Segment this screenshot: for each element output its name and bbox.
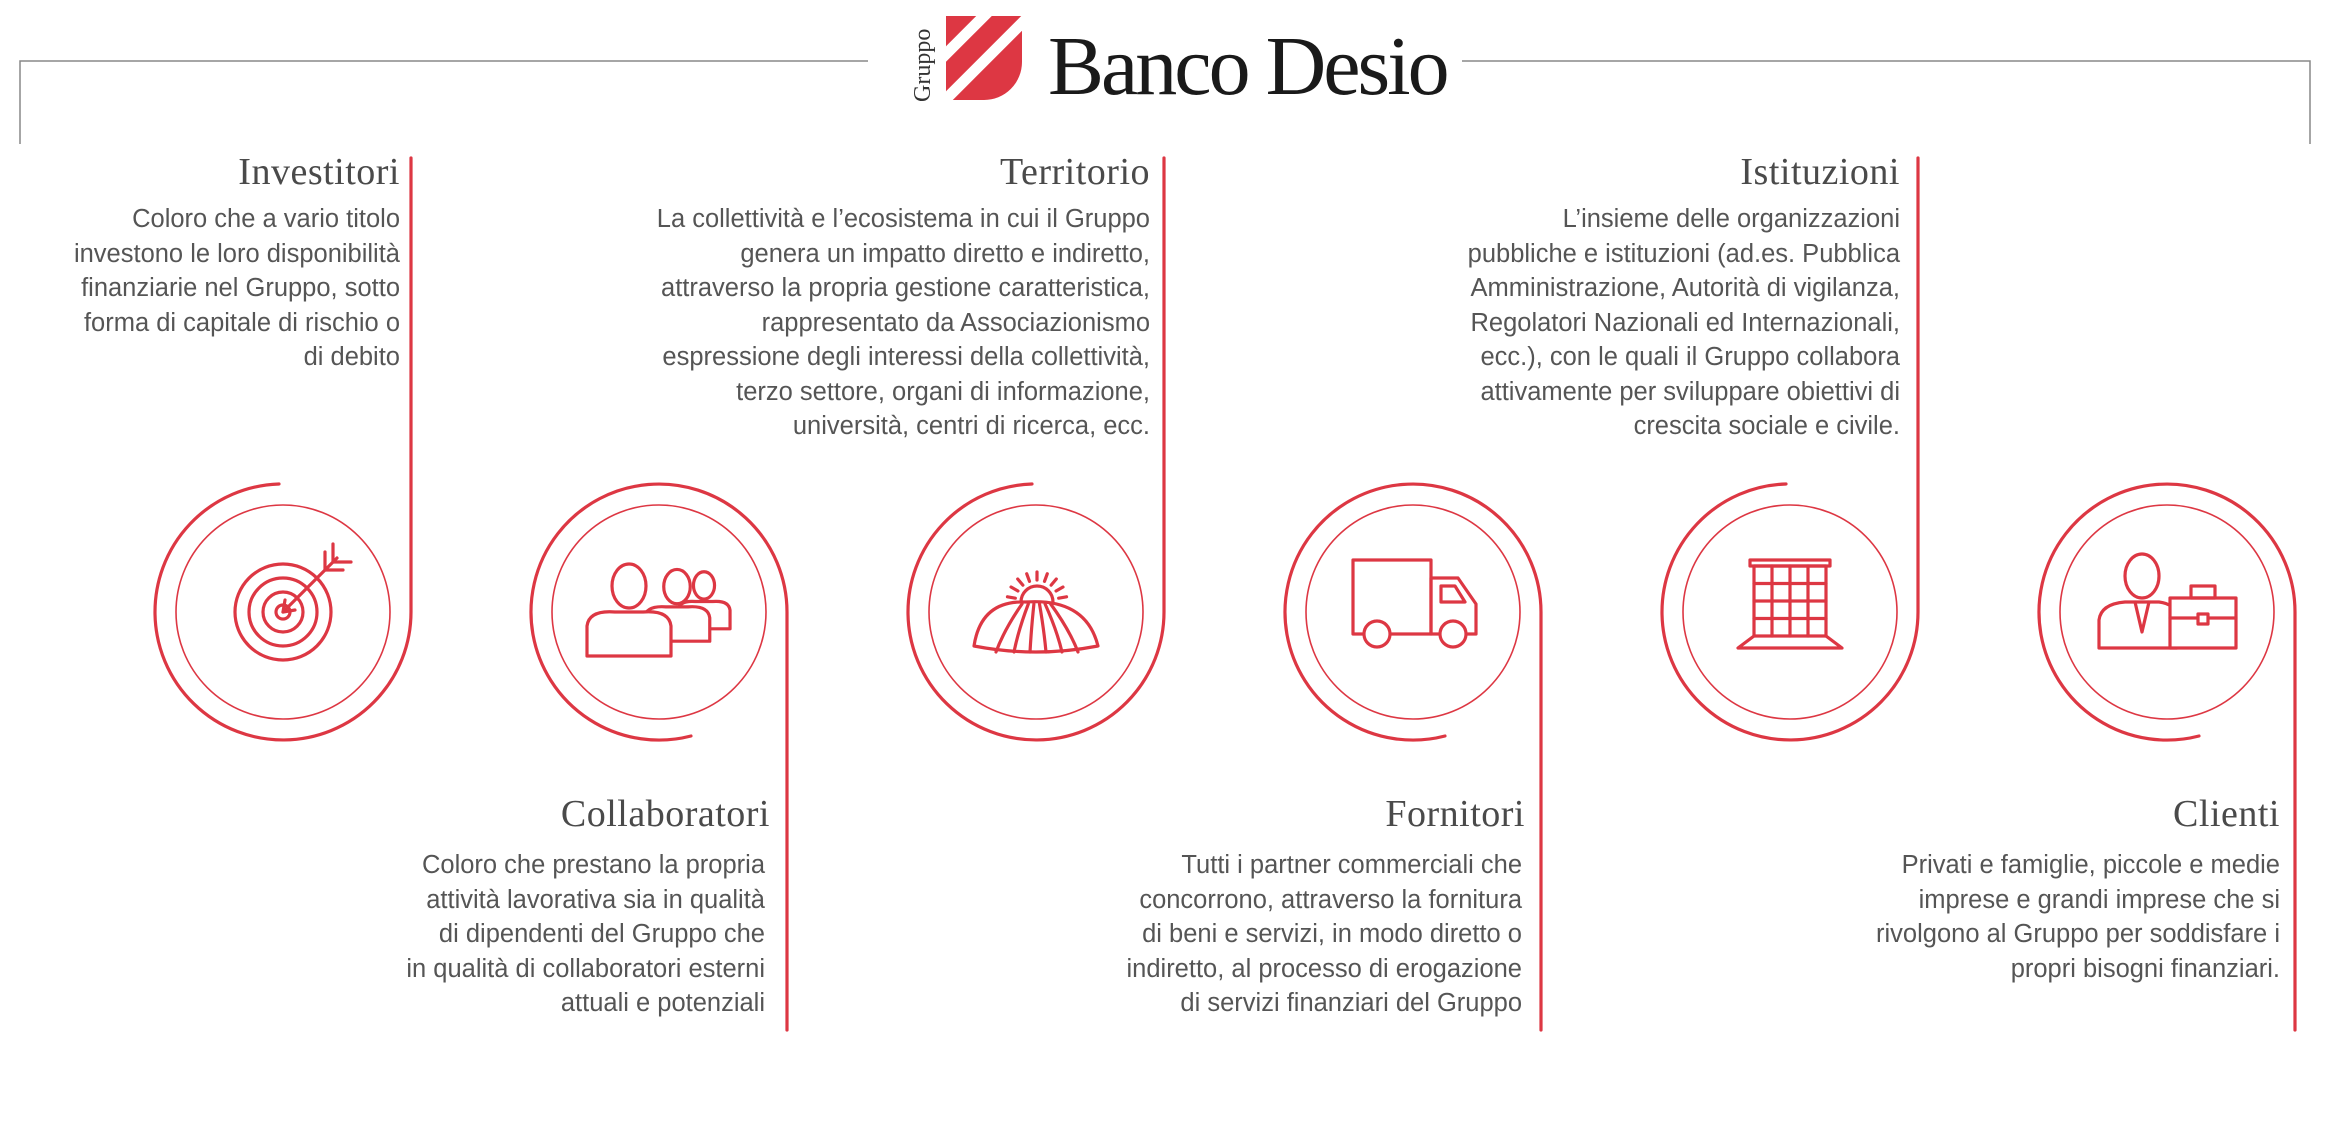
description-line: terzo settore, organi di informazione, xyxy=(736,377,1150,406)
description-line: crescita sociale e civile. xyxy=(1633,412,1900,440)
title-istituzioni: Istituzioni xyxy=(1740,151,1900,193)
description-line: espressione degli interessi della collettività, xyxy=(662,343,1150,371)
inner-circle xyxy=(2060,505,2274,719)
description-line: La collettività e l’ecosistema in cui il Gruppo xyxy=(656,205,1150,233)
description-line: Amministrazione, Autorità di vigilanza, xyxy=(1470,274,1900,302)
description-line: concorrono, attraverso la fornitura xyxy=(1139,885,1522,914)
description-line: Coloro che a vario titolo xyxy=(132,205,400,233)
description-line: attività lavorativa sia in qualità xyxy=(426,885,765,914)
description-line: pubbliche e istituzioni (ad.es. Pubblica xyxy=(1467,239,1900,268)
title-fornitori: Fornitori xyxy=(1385,793,1525,835)
description-istituzioni xyxy=(1250,202,1900,444)
description-line: Privati e famiglie, piccole e medie xyxy=(1901,851,2280,879)
description-line: Tutti i partner commerciali che xyxy=(1181,851,1522,879)
description-line: imprese e grandi imprese che si xyxy=(1918,885,2280,914)
description-fornitori xyxy=(1040,848,1522,1021)
description-line: ecc.), con le quali il Gruppo collabora xyxy=(1480,343,1900,371)
description-line: rivolgono al Gruppo per soddisfare i xyxy=(1876,920,2280,948)
title-investitori: Investitori xyxy=(238,151,400,193)
title-territorio: Territorio xyxy=(999,151,1150,193)
title-collaboratori: Collaboratori xyxy=(560,793,770,835)
description-line: attraverso la propria gestione caratteristica, xyxy=(661,274,1150,302)
inner-circle xyxy=(1306,505,1520,719)
description-line: università, centri di ricerca, ecc. xyxy=(792,412,1150,440)
description-territorio xyxy=(500,202,1150,444)
description-line: Coloro che prestano la propria xyxy=(421,851,765,879)
logo-brand-name: Banco Desio xyxy=(1048,20,1447,113)
description-line: rappresentato da Associazionismo xyxy=(761,308,1150,337)
description-clienti xyxy=(1800,848,2280,986)
description-line: di debito xyxy=(303,343,400,371)
businessman-briefcase-icon xyxy=(2099,554,2236,648)
description-investitori xyxy=(0,202,400,375)
description-line: forma di capitale di rischio o xyxy=(83,308,400,337)
sun-over-fields-icon xyxy=(974,572,1098,652)
header-frame-right xyxy=(1462,61,2310,144)
truck-icon xyxy=(1353,560,1476,647)
description-line: di servizi finanziari del Gruppo xyxy=(1180,989,1522,1017)
description-line: propri bisogni finanziari. xyxy=(2010,954,2280,983)
description-line: di dipendenti del Gruppo che xyxy=(438,920,765,948)
description-line: di beni e servizi, in modo diretto o xyxy=(1142,920,1522,948)
building-icon xyxy=(1738,560,1842,648)
target-icon xyxy=(235,544,351,660)
description-line: L’insieme delle organizzazioni xyxy=(1562,205,1900,233)
description-line: in qualità di collaboratori esterni xyxy=(406,954,765,983)
description-line: finanziarie nel Gruppo, sotto xyxy=(81,274,400,302)
description-line: Regolatori Nazionali ed Internazionali, xyxy=(1470,308,1900,337)
people-group-icon xyxy=(587,564,730,656)
description-line: genera un impatto diretto e indiretto, xyxy=(740,239,1150,268)
description-collaboratori xyxy=(300,848,765,1021)
header-frame-left xyxy=(20,61,868,144)
description-line: indiretto, al processo di erogazione xyxy=(1126,954,1522,983)
logo-mark-icon xyxy=(930,10,1030,100)
logo-gruppo-text: Gruppo xyxy=(910,28,936,102)
description-line: attuali e potenziali xyxy=(560,989,765,1017)
description-line: investono le loro disponibilità xyxy=(73,239,400,268)
title-clienti: Clienti xyxy=(2173,793,2280,835)
description-line: attivamente per sviluppare obiettivi di xyxy=(1480,377,1900,406)
inner-circle xyxy=(929,505,1143,719)
